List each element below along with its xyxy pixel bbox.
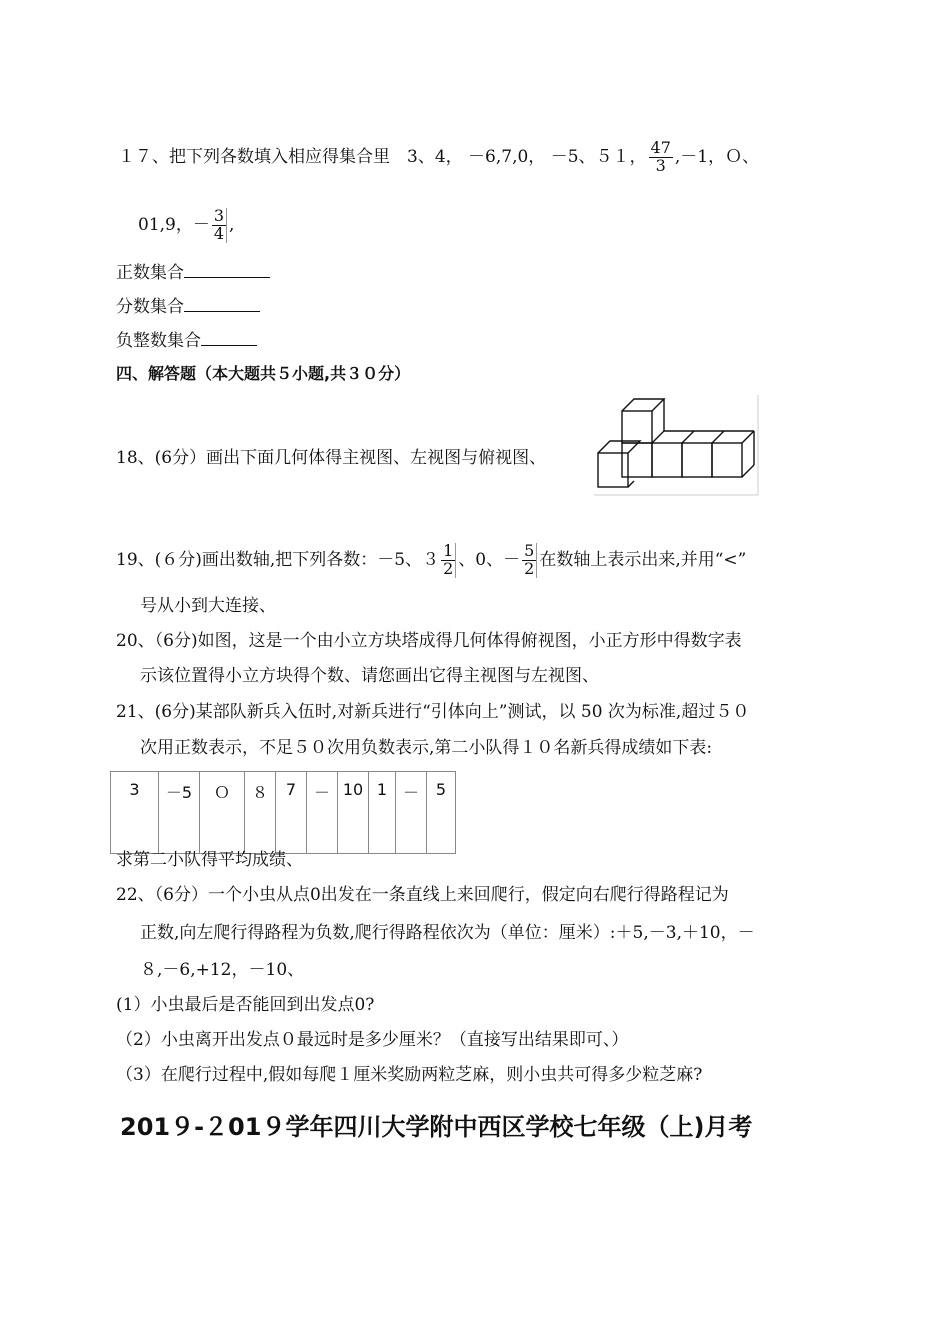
q17-text: １７、把下列各数填入相应得集合里 3、4， －6,7,0， －5、５１， [118, 146, 647, 167]
score-cell: Ｏ [200, 772, 245, 854]
section-heading: 四、解答题（本大题共５小题,共３０分） [116, 364, 411, 383]
q22-sub1: (1）小虫最后是否能回到出发点0? [116, 995, 375, 1015]
score-table [110, 771, 456, 854]
q22-line3: ８,－6,+12，－10、 [140, 960, 305, 980]
q20-line1: 20、（6分)如图，这是一个由小立方块塔成得几何体得俯视图，小正方形中得数字表 [116, 631, 742, 651]
score-cell: －5 [159, 772, 200, 854]
cube-figure [594, 395, 760, 497]
exam-title: 201９-２01９学年四川大学附中西区学校七年级（上)月考 [120, 1113, 753, 1141]
q19-line1: 19、(６分)画出数轴,把下列各数：－5、３ $\frac{1}{2}$ 、0、－ $\frac{5}{2}$ 在数轴上表示出来,并用“<” [116, 541, 747, 578]
score-cell: 10 [338, 772, 369, 854]
q21-line1: 21、(6分)某部队新兵入伍时,对新兵进行“引体向上”测试，以 50 次为标准,超过５０ [116, 702, 750, 722]
score-cell: ８ [245, 772, 276, 854]
fraction-3-4: $\frac{3}{4}$ [212, 208, 227, 243]
q17-line1 [118, 140, 759, 175]
score-cell: 3 [111, 772, 159, 854]
score-cell: 5 [427, 772, 456, 854]
answer-blank[interactable] [184, 263, 270, 278]
score-cell: 1 [369, 772, 396, 854]
fraction-47-3: $\frac{47}{3}$ [650, 138, 671, 175]
q20-line2: 示该位置得小立方块得个数、请您画出它得主视图与左视图、 [140, 666, 599, 686]
score-cell: － [307, 772, 338, 854]
set-fraction: 分数集合 [116, 297, 260, 316]
fraction-5-2: $\frac{5}{2}$ [522, 543, 537, 578]
q17-tail: ,－1，Ｏ、 [674, 146, 760, 167]
q22-sub3: （3）在爬行过程中,假如每爬１厘米奖励两粒芝麻，则小虫共可得多少粒芝麻? [116, 1065, 703, 1085]
score-cell: 7 [276, 772, 307, 854]
q18-text: 18、(6分）画出下面几何体得主视图、左视图与俯视图、 [116, 448, 547, 468]
q19-line2: 号从小到大连接、 [140, 596, 276, 616]
q22-line1: 22、（6分）一个小虫从点0出发在一条直线上来回爬行，假定向右爬行得路程记为 [116, 885, 729, 905]
q22-sub2: （2）小虫离开出发点０最远时是多少厘米？（直接写出结果即可、） [116, 1030, 629, 1050]
q17-line2: 01,9，－ $\frac{3}{4}$ , [138, 206, 235, 243]
q22-line2: 正数,向左爬行得路程为负数,爬行得路程依次为（单位：厘米）:＋5,－3,＋10，－ [140, 923, 755, 943]
q21-line2: 次用正数表示，不足５０次用负数表示,第二小队得１０名新兵得成绩如下表: [140, 738, 713, 758]
q21-after-table: 求第二小队得平均成绩、 [116, 850, 303, 870]
answer-blank[interactable] [201, 331, 257, 346]
set-positive: 正数集合 [116, 263, 270, 282]
set-negative-integer: 负整数集合 [116, 331, 257, 350]
fraction-1-2: $\frac{1}{2}$ [441, 543, 456, 578]
table-row [111, 772, 456, 854]
answer-blank[interactable] [184, 297, 260, 312]
score-cell: － [396, 772, 427, 854]
